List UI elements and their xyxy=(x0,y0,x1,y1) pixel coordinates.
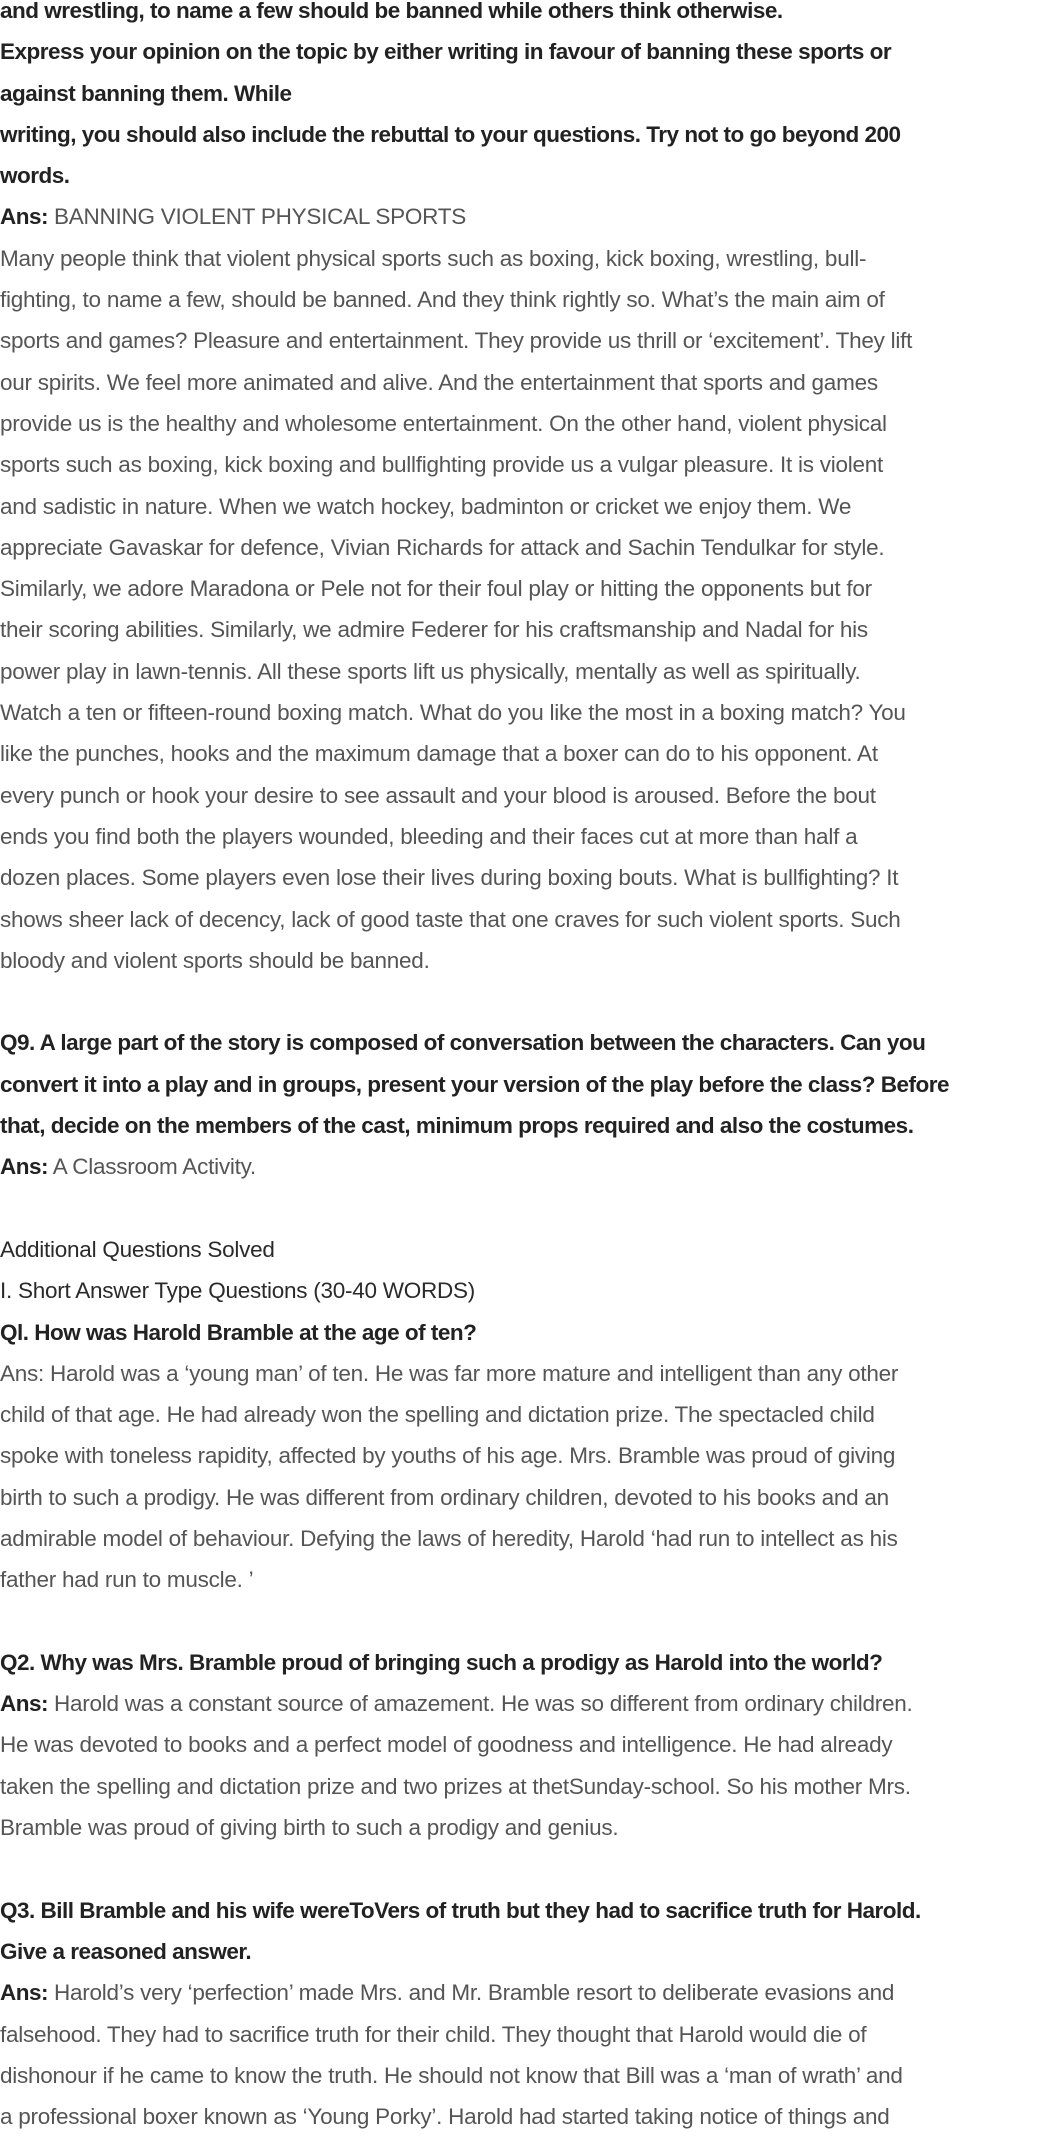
answer-line: a professional boxer known as ‘Young Porky’. Harold had started taking notice of things and xyxy=(0,2104,890,2130)
answer-line: Harold was a constant source of amazement. He was so different from ordinary children. xyxy=(48,1691,913,1717)
essay-line: like the punches, hooks and the maximum damage that a boxer can do to his opponent. At xyxy=(0,741,878,767)
essay-text xyxy=(0,238,1048,981)
answer-line: Ans: Harold was a ‘young man’ of ten. He was far more mature and intelligent than any other xyxy=(0,1360,899,1386)
section-heading: I. Short Answer Type Questions (30-40 WORDS) xyxy=(0,1278,476,1304)
essay-line: our spirits. We feel more animated and alive. And the entertainment that sports and games xyxy=(0,369,878,395)
question-line: that, decide on the members of the cast, minimum props required and also the costumes. xyxy=(0,1113,914,1139)
essay-line: dozen places. Some players even lose their lives during boxing bouts. What is bullfighting? It xyxy=(0,865,899,891)
essay-title-line xyxy=(0,196,1048,237)
answer-line: admirable model of behaviour. Defying the laws of heredity, Harold ‘had run to intellect as his xyxy=(0,1525,898,1551)
essay-line: Watch a ten or fifteen-round boxing match. What do you like the most in a boxing match? You xyxy=(0,700,906,726)
essay-line: provide us is the healthy and wholesome entertainment. On the other hand, violent physical xyxy=(0,410,887,436)
ans-label: Ans: xyxy=(0,1980,48,2006)
q9-question xyxy=(0,1022,1048,1146)
essay-line: bloody and violent sports should be banned. xyxy=(0,947,430,973)
essay-line: and sadistic in nature. When we watch hockey, badminton or cricket we enjoy them. We xyxy=(0,493,852,519)
question-line: Q3. Bill Bramble and his wife wereToVers of truth but they had to sacrifice truth for Harold. xyxy=(0,1897,921,1923)
answer-line: child of that age. He had already won the spelling and dictation prize. The spectacled child xyxy=(0,1402,875,1428)
essay-title: BANNING VIOLENT PHYSICAL SPORTS xyxy=(48,204,466,230)
answer-line: dishonour if he came to know the truth. He should not know that Bill was a ‘man of wrath’ and xyxy=(0,2062,903,2088)
prompt-line: Express your opinion on the topic by either writing in favour of banning these sports or xyxy=(0,39,892,65)
q2-question: Q2. Why was Mrs. Bramble proud of bringing such a prodigy as Harold into the world? xyxy=(0,1649,883,1675)
q1-question: Ql. How was Harold Bramble at the age of ten? xyxy=(0,1319,477,1345)
essay-line: fighting, to name a few, should be banned. And they think rightly so. What’s the main aim of xyxy=(0,287,885,313)
answer-line: father had run to muscle. ’ xyxy=(0,1567,254,1593)
question-line: Give a reasoned answer. xyxy=(0,1938,252,1964)
q3-answer xyxy=(0,1972,1048,2137)
answer-line: birth to such a prodigy. He was different from ordinary children, devoted to his books and an xyxy=(0,1484,889,1510)
essay-prompt xyxy=(0,0,1048,196)
answer-line: taken the spelling and dictation prize and two prizes at thetSunday-school. So his mother Mrs. xyxy=(0,1773,911,1799)
answer-line: He was devoted to books and a perfect model of goodness and intelligence. He had already xyxy=(0,1732,893,1758)
essay-line: appreciate Gavaskar for defence, Vivian Richards for attack and Sachin Tendulkar for style. xyxy=(0,534,885,560)
question-line: convert it into a play and in groups, present your version of the play before the class? Before xyxy=(0,1071,949,1097)
answer-line: falsehood. They had to sacrifice truth for their child. They thought that Harold would die of xyxy=(0,2021,867,2047)
q1-answer xyxy=(0,1353,1048,1601)
essay-line: their scoring abilities. Similarly, we admire Federer for his craftsmanship and Nadal for his xyxy=(0,617,868,643)
prompt-line: words. xyxy=(0,163,70,189)
q2-answer xyxy=(0,1683,1048,1848)
ans-label: Ans: xyxy=(0,1691,48,1717)
essay-line: sports such as boxing, kick boxing and bullfighting provide us a vulgar pleasure. It is violent xyxy=(0,452,884,478)
q9-answer xyxy=(0,1146,1048,1187)
essay-line: shows sheer lack of decency, lack of good taste that one craves for such violent sports. Such xyxy=(0,906,901,932)
essay-line: Similarly, we adore Maradona or Pele not for their foul play or hitting the opponents but for xyxy=(0,576,872,602)
essay-line: power play in lawn-tennis. All these sports lift us physically, mentally as well as spiritually. xyxy=(0,658,861,684)
essay-line: ends you find both the players wounded, bleeding and their faces cut at more than half a xyxy=(0,823,858,849)
prompt-line: against banning them. While xyxy=(0,80,292,106)
question-line: Q9. A large part of the story is composed of conversation between the characters. Can you xyxy=(0,1030,926,1056)
essay-line: every punch or hook your desire to see assault and your blood is aroused. Before the bout xyxy=(0,782,876,808)
q3-question xyxy=(0,1890,1048,1973)
answer-line: Bramble was proud of giving birth to such a prodigy and genius. xyxy=(0,1815,619,1841)
answer-line: spoke with toneless rapidity, affected by youths of his age. Mrs. Bramble was proud of giving xyxy=(0,1443,896,1469)
ans-label: Ans: xyxy=(0,204,48,230)
prompt-line: and wrestling, to name a few should be banned while others think otherwise. xyxy=(0,0,783,23)
answer-text: A Classroom Activity. xyxy=(48,1154,256,1180)
ans-label: Ans: xyxy=(0,1154,48,1180)
essay-line: Many people think that violent physical sports such as boxing, kick boxing, wrestling, bull- xyxy=(0,245,867,271)
prompt-line: writing, you should also include the rebuttal to your questions. Try not to go beyond 200 xyxy=(0,121,901,147)
answer-line: Harold’s very ‘perfection’ made Mrs. and Mr. Bramble resort to deliberate evasions and xyxy=(48,1980,895,2006)
essay-line: sports and games? Pleasure and entertainment. They provide us thrill or ‘excitement’. They lift xyxy=(0,328,913,354)
additional-heading: Additional Questions Solved xyxy=(0,1236,275,1262)
